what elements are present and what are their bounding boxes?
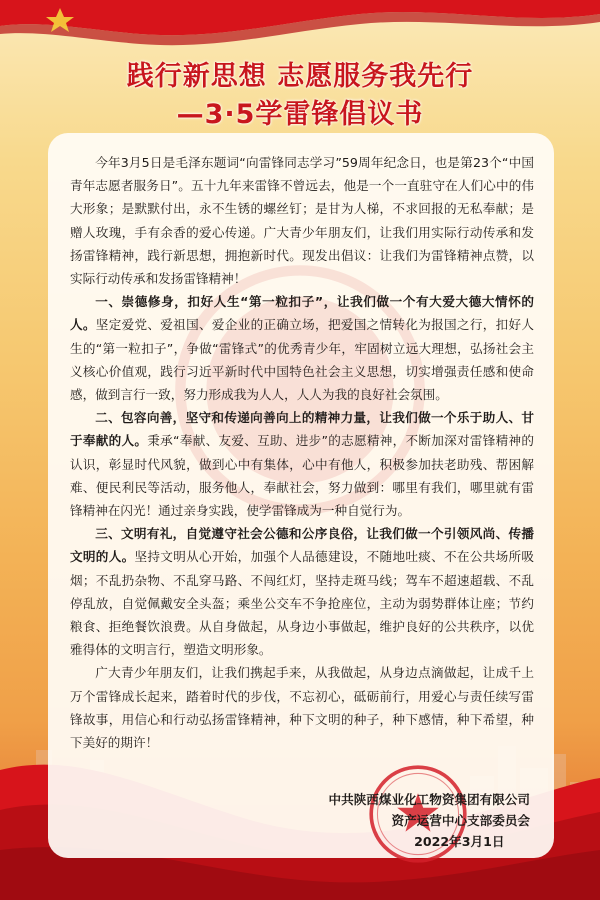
signature-date: 2022年3月1日 xyxy=(414,834,505,849)
section-1-text: 坚定爱党、爱祖国、爱企业的正确立场，把爱国之情转化为报国之行，扣好人生的“第一粒扣子”，争做“雷锋式”的优秀青少年，牢固树立远大理想，弘扬社会主义核心价值观，践行习近平新时代中国特色社会主义思想，切实增强责任感和使命感，做到言行一致，努力形成我为人人，人人为我的良好社会氛围。 xyxy=(70,317,535,403)
intro-paragraph: 今年3月5日是毛泽东题词“向雷锋同志学习”59周年纪念日，也是第23个“中国青年志愿者服务日”。五十九年来雷锋不曾远去，他是一个一直驻守在人们心中的伟大形象；是默默付出，永不生锈的螺丝钉；是甘为人梯，不求回报的无私奉献；是赠人玫瑰，手有余香的爱心传递。广大青少年朋友们，让我们用实际行动传承和发扬雷锋精神，践行新思想，拥抱新时代。现发出倡议：让我们为雷锋精神点赞，以实际行动传承和发扬雷锋精神！ xyxy=(70,155,534,287)
proposal-body xyxy=(70,151,534,754)
top-flag-decoration xyxy=(0,0,600,60)
page-title-line2: —3·5学雷锋倡议书 xyxy=(176,99,424,130)
section-2-heading: 二、包容向善，坚守和传递向善向上的精神力量，让我们做一个乐于助人、甘于奉献的人。 xyxy=(70,410,534,449)
section-1-heading: 一、崇德修身，扣好人生“第一粒扣子”，让我们做一个有大爱大德大情怀的人。 xyxy=(70,294,534,333)
section-3-text: 坚持文明从心开始，加强个人品德建设，不随地吐痰、不在公共场所吸烟；不乱扔杂物、不乱穿马路、不闯红灯，坚持走斑马线；驾车不超速超载、不乱停乱放，自觉佩戴安全头盔；乘坐公交车不争抢座位，主动为弱势群体让座；节约粮食、拒绝餐饮浪费。从自身做起，从身边小事做起，维护良好的公共秩序，以优雅得体的文明言行，塑造文明形象。 xyxy=(70,549,535,658)
section-3-heading: 三、文明有礼，自觉遵守社会公德和公序良俗，让我们做一个引领风尚、传播文明的人。 xyxy=(70,526,534,565)
signature-org-2: 资产运营中心支部委员会 xyxy=(391,813,530,828)
closing-paragraph: 广大青少年朋友们，让我们携起手来，从我做起，从身边点滴做起，让成千上万个雷锋成长起来，踏着时代的步伐，不忘初心，砥砺前行，用爱心与责任续写雷锋故事，用信心和行动弘扬雷锋精神，种下文明的种子，种下感情，种下希望，种下美好的期许！ xyxy=(70,665,534,751)
signature-block xyxy=(329,789,531,852)
section-1-paragraph xyxy=(70,290,534,406)
page-title-line1: 践行新思想 志愿服务我先行 xyxy=(126,61,474,92)
section-2-text: 秉承“奉献、友爱、互助、进步”的志愿精神，不断加深对雷锋精神的认识，彰显时代风貌，做到心中有集体，心中有他人，积极参加扶老助残、帮困解难、便民利民等活动，服务他人，奉献社会，努力做到：哪里有我们，哪里就有雷锋精神在闪光！通过亲身实践，使学雷锋成为一种自觉行为。 xyxy=(70,433,534,519)
section-3-paragraph xyxy=(70,522,534,661)
signature-org-1: 中共陕西煤业化工物资集团有限公司 xyxy=(328,792,530,807)
section-2-paragraph xyxy=(70,406,534,522)
